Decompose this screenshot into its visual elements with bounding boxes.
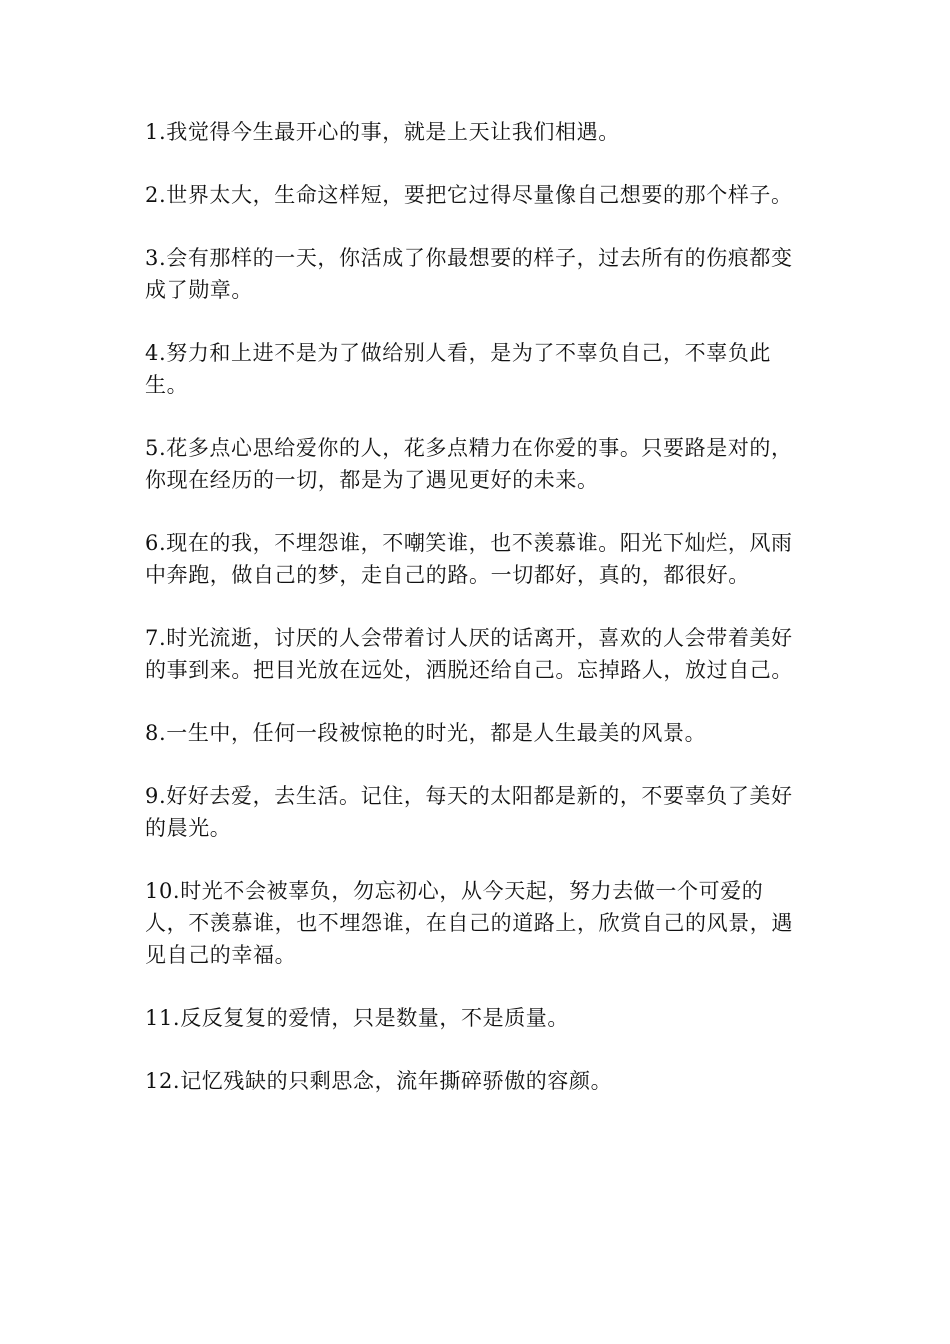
quote-paragraph: 3.会有那样的一天，你活成了你最想要的样子，过去所有的伤痕都变成了勋章。 [145, 246, 793, 302]
quote-paragraph: 7.时光流逝，讨厌的人会带着讨人厌的话离开，喜欢的人会带着美好的事到来。把目光放在远处，洒脱还给自己。忘掉路人，放过自己。 [145, 626, 793, 682]
quote-paragraph: 8.一生中，任何一段被惊艳的时光，都是人生最美的风景。 [145, 721, 707, 745]
quote-paragraph: 9.好好去爱，去生活。记住，每天的太阳都是新的，不要辜负了美好的晨光。 [145, 784, 793, 840]
quote-paragraph: 12.记忆残缺的只剩思念，流年撕碎骄傲的容颜。 [145, 1069, 613, 1093]
quote-paragraph: 10.时光不会被辜负，勿忘初心，从今天起，努力去做一个可爱的人，不羡慕谁，也不埋怨谁，在自己的道路上，欣赏自己的风景，遇见自己的幸福。 [145, 879, 793, 967]
quote-paragraph: 1.我觉得今生最开心的事，就是上天让我们相遇。 [145, 120, 620, 144]
quote-paragraph: 5.花多点心思给爱你的人，花多点精力在你爱的事。只要路是对的，你现在经历的一切，都是为了遇见更好的未来。 [145, 436, 793, 492]
quote-paragraph: 2.世界太大，生命这样短，要把它过得尽量像自己想要的那个样子。 [145, 183, 793, 207]
quote-paragraph: 11.反反复复的爱情，只是数量，不是质量。 [145, 1006, 569, 1030]
quote-paragraph: 4.努力和上进不是为了做给别人看，是为了不辜负自己，不辜负此生。 [145, 341, 772, 397]
quote-paragraph: 6.现在的我，不埋怨谁，不嘲笑谁，也不羡慕谁。阳光下灿烂，风雨中奔跑，做自己的梦，走自己的路。一切都好，真的，都很好。 [145, 531, 793, 587]
quote-list [145, 116, 795, 1128]
